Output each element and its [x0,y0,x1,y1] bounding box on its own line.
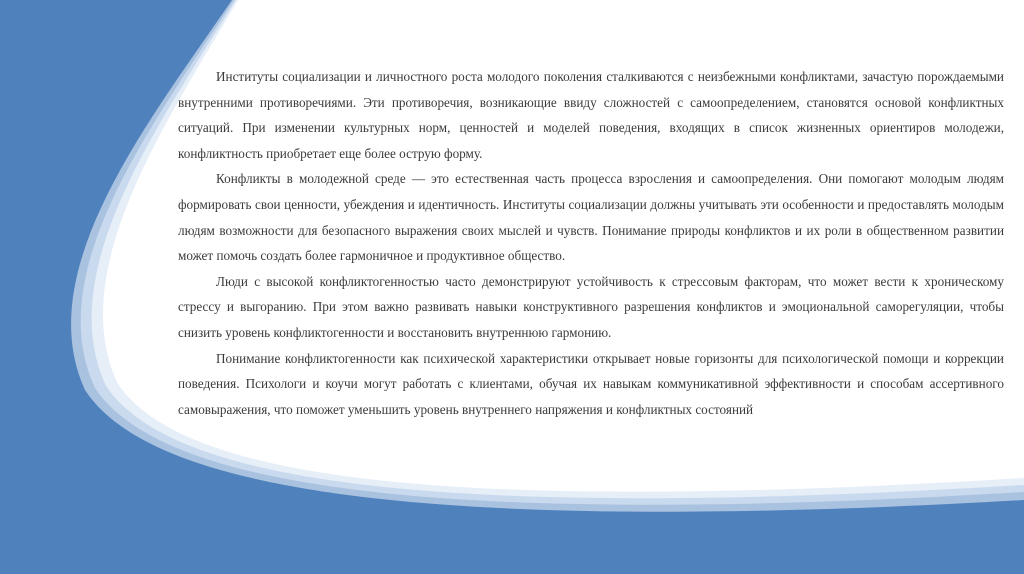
slide-body-text [178,64,1004,422]
paragraph-2: Конфликты в молодежной среде — это естественная часть процесса взросления и самоопределения. Они помогают молодым людям формировать свои ценности, убеждения и идентичность. Институты социализации должны учитывать эти особенности и предоставлять молодым людям возможности для безопасного выражения своих мыслей и чувств. Понимание природы конфликтов и их роли в общественном развитии может помочь создать более гармоничное и продуктивное общество. [178,171,1004,264]
paragraph-1: Институты социализации и личностного роста молодого поколения сталкиваются с неизбежными конфликтами, зачастую порождаемыми внутренними противоречиями. Эти противоречия, возникающие ввиду сложностей с самоопределением, становятся основой конфликтных ситуаций. При изменении культурных норм, ценностей и моделей поведения, входящих в список жизненных ориентиров молодежи, конфликтность приобретает еще более острую форму. [178,69,1004,161]
paragraph-3: Люди с высокой конфликтогенностью часто демонстрируют устойчивость к стрессовым факторам, что может вести к хроническому стрессу и выгоранию. При этом важно развивать навыки конструктивного разрешения конфликтов и эмоциональной саморегуляции, чтобы снизить уровень конфликтогенности и восстановить внутреннюю гармонию. [178,273,1004,340]
paragraph-4: Понимание конфликтогенности как психической характеристики открывает новые горизонты для психологической помощи и коррекции поведения. Психологи и коучи могут работать с клиентами, обучая их навыкам коммуникативной эффективности и способам ассертивного самовыражения, что поможет уменьшить уровень внутреннего напряжения и конфликтных состояний [178,350,1004,417]
